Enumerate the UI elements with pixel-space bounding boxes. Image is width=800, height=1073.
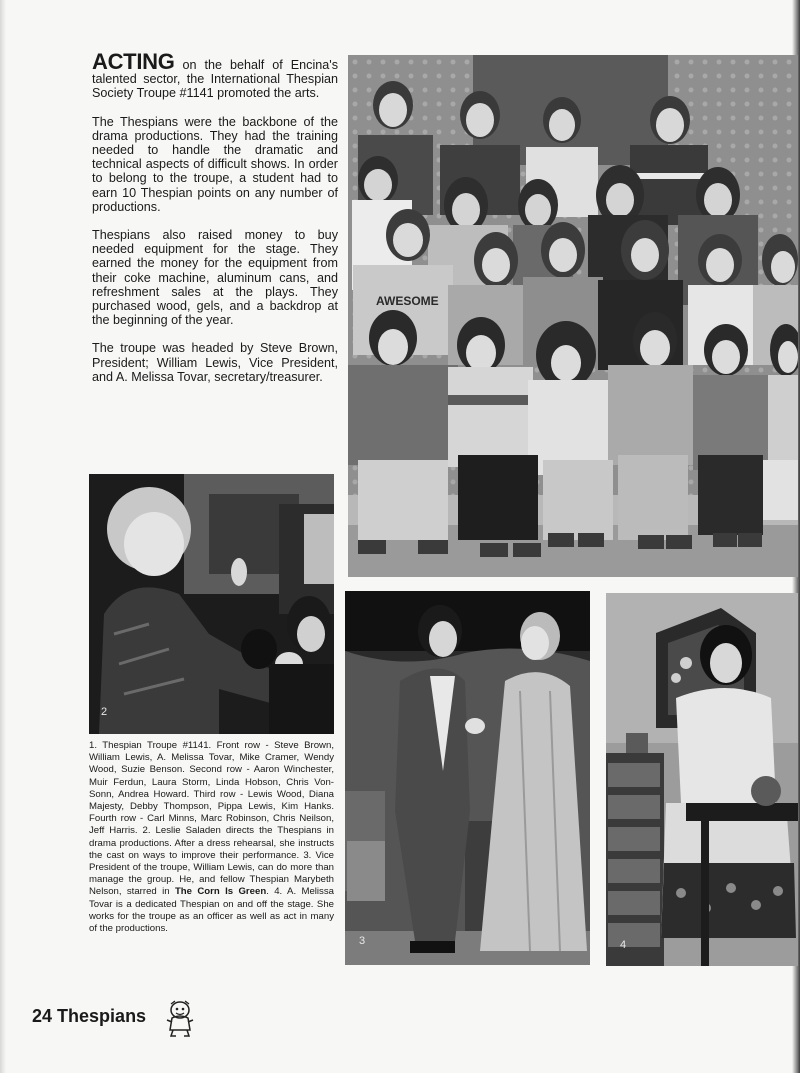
play-title: The Corn Is Green: [174, 886, 267, 898]
stage-scene-photo: [345, 591, 590, 965]
melissa-tovar-photo: [606, 593, 798, 966]
photo-3-number: 3: [359, 935, 366, 947]
article-text: [92, 49, 338, 398]
caption-part-2: . 4. A. Melissa Tovar is a dedicated Thespian on and off the stage. She works for the troupe as an officer as well as act in many of the productions.: [89, 886, 334, 935]
page-spine-shadow: [0, 0, 6, 1073]
photo-4-number: 4: [620, 939, 627, 951]
lead-text: on the behalf of Encina's talented sector, the International Thespian Society Troupe #1141 promoted the arts.: [92, 58, 338, 101]
caption-part-1: 1. Thespian Troupe #1141. Front row - Steve Brown, William Lewis, A. Melissa Tovar, Mike Cramer, Wendy Wood, Suzie Benson. Second row - Aaron Winchester, Muir Ferdun, Laura Storm, Linda Hobson, Chris Von-Sonn, Andrea Howard. Third row - Lewis Wood, Diana Majesty, Debby Thompson, Pippa Lewis, Kim Hanks. Fourth row - Carl Minns, Marc Robinson, Chris Neilson, Jeff Harris. 2. Leslie Saladen directs the Thespians in drama productions. After a dress rehearsal, she instructs the cast on ways to improve their performance. 3. Vice President of the troupe, William Lewis, can do more than manage the group. He, and fellow Thespian Marybeth Nelson, starred in: [89, 740, 334, 898]
paragraph-4: The troupe was headed by Steve Brown, President; William Lewis, Vice President, and A. Melissa Tovar, secretary/treasurer.: [92, 341, 338, 384]
mascot-icon: [163, 1000, 197, 1038]
lead-paragraph: [92, 49, 338, 101]
stage-scene-photo-image: [345, 591, 590, 965]
shirt-text: AWESOME: [376, 294, 439, 308]
photo-caption: [89, 740, 334, 935]
paragraph-2: The Thespians were the backbone of the drama productions. They had the training needed to handle the dramatic and technical aspects of difficult shows. In order to belong to the troupe, a student had to earn 10 Thespian points on any number of productions.: [92, 114, 338, 214]
paragraph-3: Thespians also raised money to buy needed equipment for the stage. They earned the money for the equipment from their coke machine, aluminum cans, and refreshment sales at the plays. They purchased wood, gels, and a backdrop at the beginning of the year.: [92, 228, 338, 328]
folio: [32, 1006, 146, 1027]
group-photo: [348, 55, 798, 577]
director-photo: [89, 474, 334, 734]
page-number: 24: [32, 1006, 53, 1026]
headline: ACTING: [92, 49, 175, 74]
group-photo-image: [348, 55, 798, 577]
photo-2-number: 2: [101, 706, 108, 718]
section-name: Thespians: [57, 1006, 147, 1026]
melissa-tovar-photo-image: [606, 593, 798, 966]
director-photo-image: [89, 474, 334, 734]
